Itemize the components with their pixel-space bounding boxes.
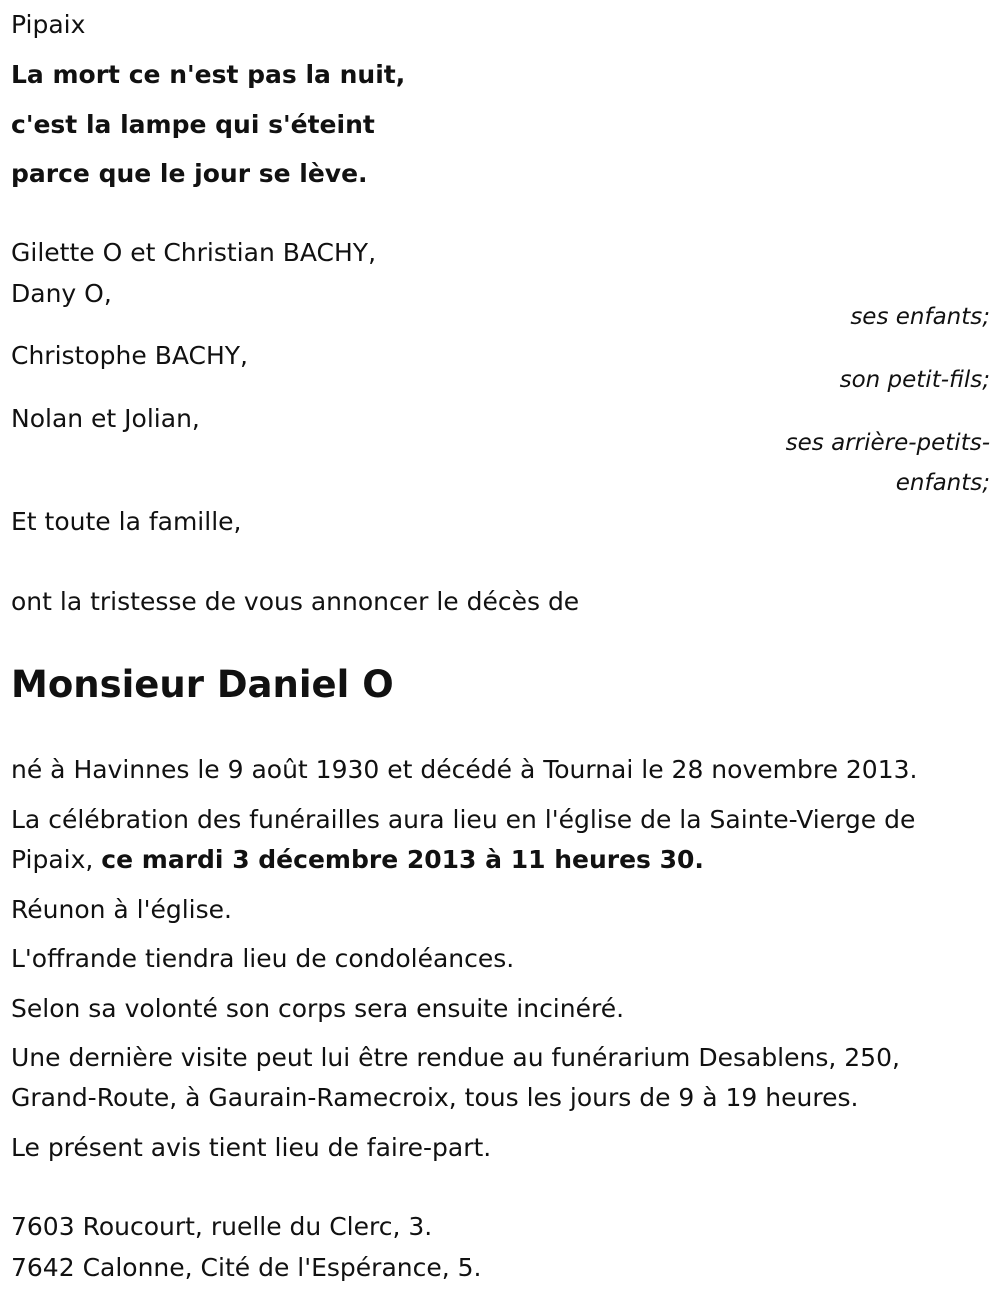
offering-info: L'offrande tiendra lieu de condoléances. (11, 944, 515, 973)
notice-info: Le présent avis tient lieu de faire-part. (11, 1133, 492, 1162)
great-grandchildren-role: ses arrière-petits- (785, 430, 990, 456)
deceased-name: Monsieur Daniel O (11, 663, 394, 706)
poem-line: La mort ce n'est pas la nuit, (11, 60, 406, 89)
ceremony-details (11, 800, 991, 880)
children-role: ses enfants; (850, 304, 990, 330)
great-grandchildren-role: enfants; (895, 470, 990, 496)
great-grandchildren-names: Nolan et Jolian, (11, 404, 200, 433)
children-names: Dany O, (11, 279, 112, 308)
town-header: Pipaix (11, 10, 86, 39)
poem-line: c'est la lampe qui s'éteint (11, 110, 375, 139)
cremation-info: Selon sa volonté son corps sera ensuite incinéré. (11, 994, 625, 1023)
visit-info: Une dernière visite peut lui être rendue au funérarium Desablens, 250, Grand-Route, à Gaurain-Ramecroix, tous les jours de 9 à 19 heures. (11, 1043, 900, 1112)
children-names: Gilette O et Christian BACHY, (11, 238, 377, 267)
grandson-name: Christophe BACHY, (11, 341, 248, 370)
meeting-info: Réunon à l'église. (11, 895, 232, 924)
all-family: Et toute la famille, (11, 507, 242, 536)
announcement-text: ont la tristesse de vous annoncer le décès de (11, 587, 580, 616)
address-line: 7603 Roucourt, ruelle du Clerc, 3. (11, 1212, 433, 1241)
address-line: 7642 Calonne, Cité de l'Espérance, 5. (11, 1253, 482, 1282)
poem-line: parce que le jour se lève. (11, 159, 368, 188)
ceremony-date: ce mardi 3 décembre 2013 à 11 heures 30. (101, 845, 704, 874)
grandson-role: son petit-fils; (839, 367, 990, 393)
birth-death-details: né à Havinnes le 9 août 1930 et décédé à Tournai le 28 novembre 2013. (11, 755, 918, 784)
ceremony-text: La célébration des funérailles aura lieu en l'église de la Sainte-Vierge de Pipaix, (11, 805, 916, 874)
